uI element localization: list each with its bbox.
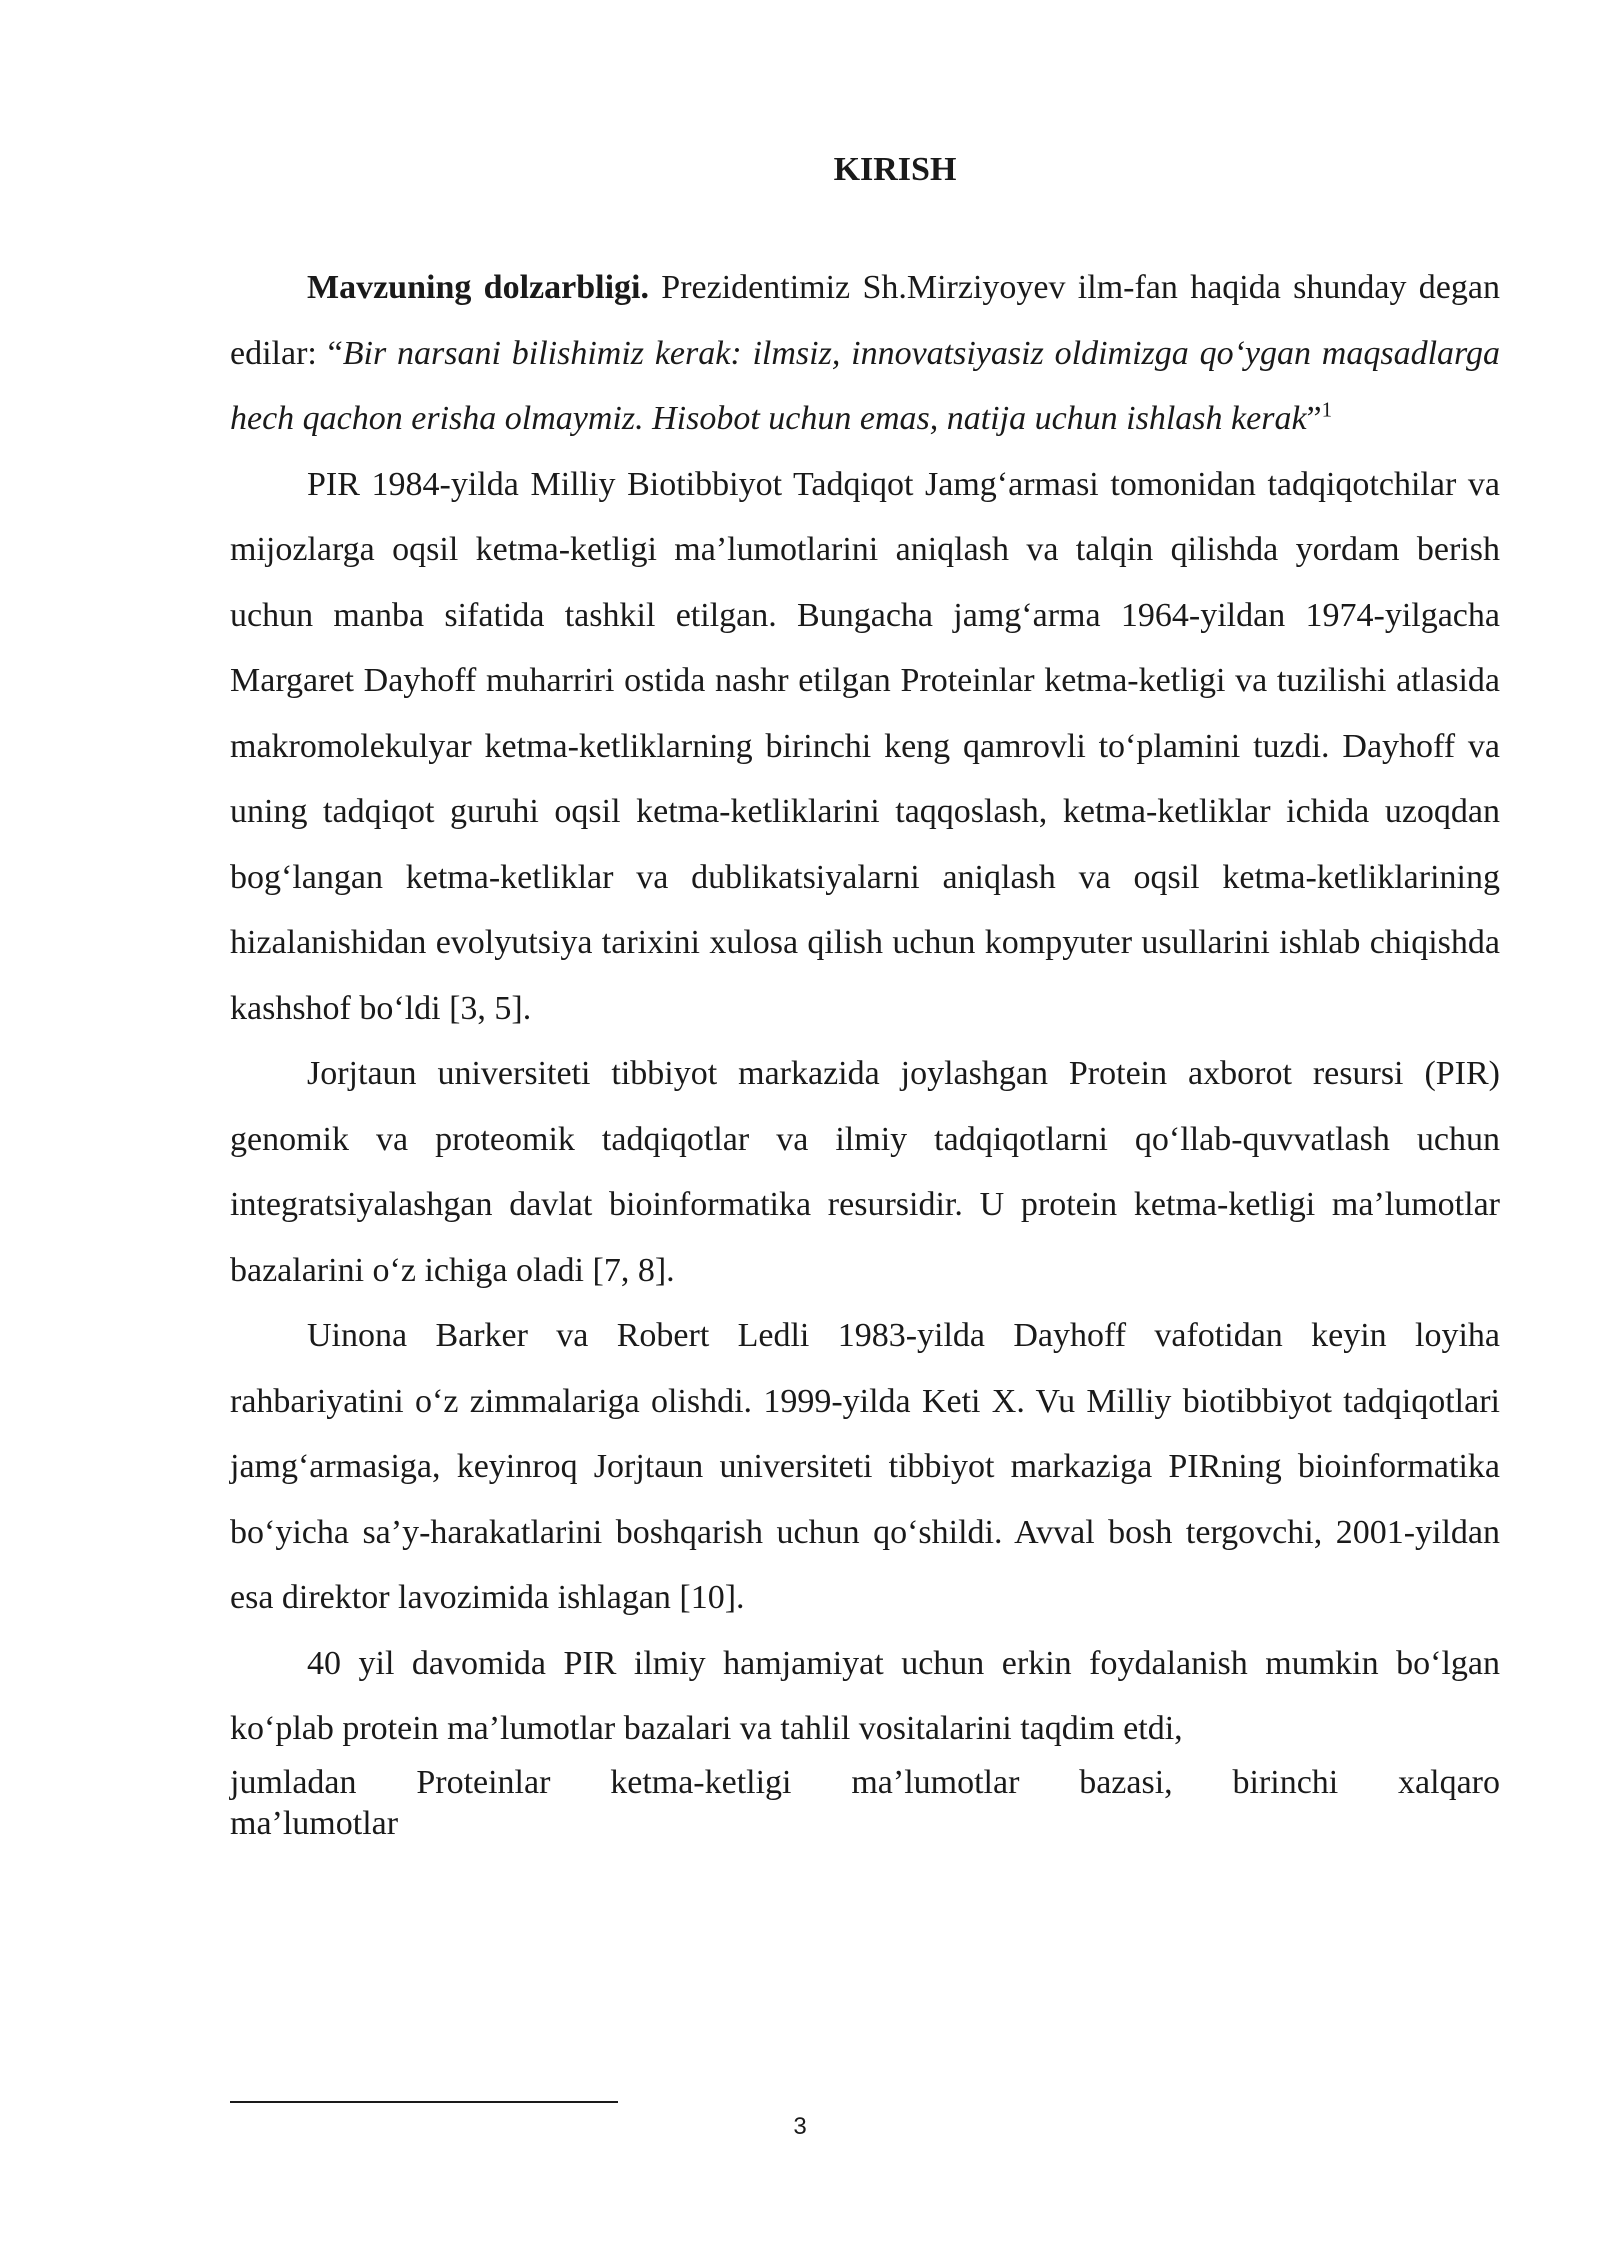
paragraph-text: Prezidentimiz Sh.Mirziyoyev ilm-fan haqida shunday degan edilar: “ bbox=[230, 269, 1500, 372]
president-quote: Bir narsani bilishimiz kerak: ilmsiz, innovatsiyasiz oldimizga qo‘ygan maqsadlarga hech qachon erisha olmaymiz. Hisobot uchun emas, natija uchun ishlash kerak bbox=[230, 334, 1501, 437]
lead-heading: Mavzuning dolzarbligi. bbox=[307, 269, 649, 306]
continuation-line: ma’lumotlar bbox=[230, 1804, 399, 1842]
paragraph-relevance bbox=[230, 255, 1500, 452]
continuation-line: jumladan Proteinlar ketma-ketligi ma’lumotlar bazasi, birinchi xalqaro bbox=[230, 1763, 1500, 1801]
paragraph-continuation bbox=[230, 1762, 1500, 1844]
paragraph-pir-databases: 40 yil davomida PIR ilmiy hamjamiyat uchun erkin foydalanish mumkin bo‘lgan ko‘plab protein ma’lumotlar bazalari va tahlil vositalarini taqdim etdi, bbox=[230, 1644, 1500, 1747]
body-text bbox=[230, 255, 1500, 1844]
page-number: 3 bbox=[793, 2113, 807, 2140]
paragraph-pir-leadership: Uinona Barker va Robert Ledli 1983-yilda Dayhoff vafotidan keyin loyiha rahbariyatini o‘z zimmalariga olishdi. 1999-yilda Keti X. Vu Milliy biotibbiyot tadqiqotlari jamg‘armasiga, keyinroq Jorjtaun universiteti tibbiyot markaziga PIRning bioinformatika bo‘yicha sa’y-harakatlarini boshqarish uchun qo‘shildi. Avval bosh tergovchi, 2001-yildan esa direktor lavozimida ishlagan [10]. bbox=[230, 1317, 1500, 1616]
section-title: KIRISH bbox=[833, 151, 957, 188]
paragraph-pir-georgetown: Jorjtaun universiteti tibbiyot markazida joylashgan Protein axborot resursi (PIR) genomik va proteomik tadqiqotlar va ilmiy tadqiqotlarni qo‘llab-quvvatlash uchun integratsiyalashgan davlat bioinformatika resursidir. U protein ketma-ketligi ma’lumotlar bazalarini o‘z ichiga oladi [7, 8]. bbox=[230, 1055, 1500, 1289]
paragraph-pir-history: PIR 1984-yilda Milliy Biotibbiyot Tadqiqot Jamg‘armasi tomonidan tadqiqotchilar va mijozlarga oqsil ketma-ketligi ma’lumotlarini aniqlash va talqin qilishda yordam berish uchun manba sifatida tashkil etilgan. Bungacha jamg‘arma 1964-yildan 1974-yilgacha Margaret Dayhoff muharriri ostida nashr etilgan Proteinlar ketma-ketligi va tuzilishi atlasida makromolekulyar ketma-ketliklarning birinchi keng qamrovli to‘plamini tuzdi. Dayhoff va uning tadqiqot guruhi oqsil ketma-ketliklarini taqqoslash, ketma-ketliklar ichida uzoqdan bog‘langan ketma-ketliklar va dublikatsiyalarni aniqlash va oqsil ketma-ketliklarining hizalanishidan evolyutsiya tarixini xulosa qilish uchun kompyuter usullarini ishlab chiqishda kashshof bo‘ldi [3, 5]. bbox=[230, 465, 1500, 1027]
footnote-marker[interactable]: 1 bbox=[1321, 397, 1333, 422]
footnote-separator bbox=[230, 2101, 618, 2103]
quote-close: ” bbox=[1306, 400, 1322, 437]
